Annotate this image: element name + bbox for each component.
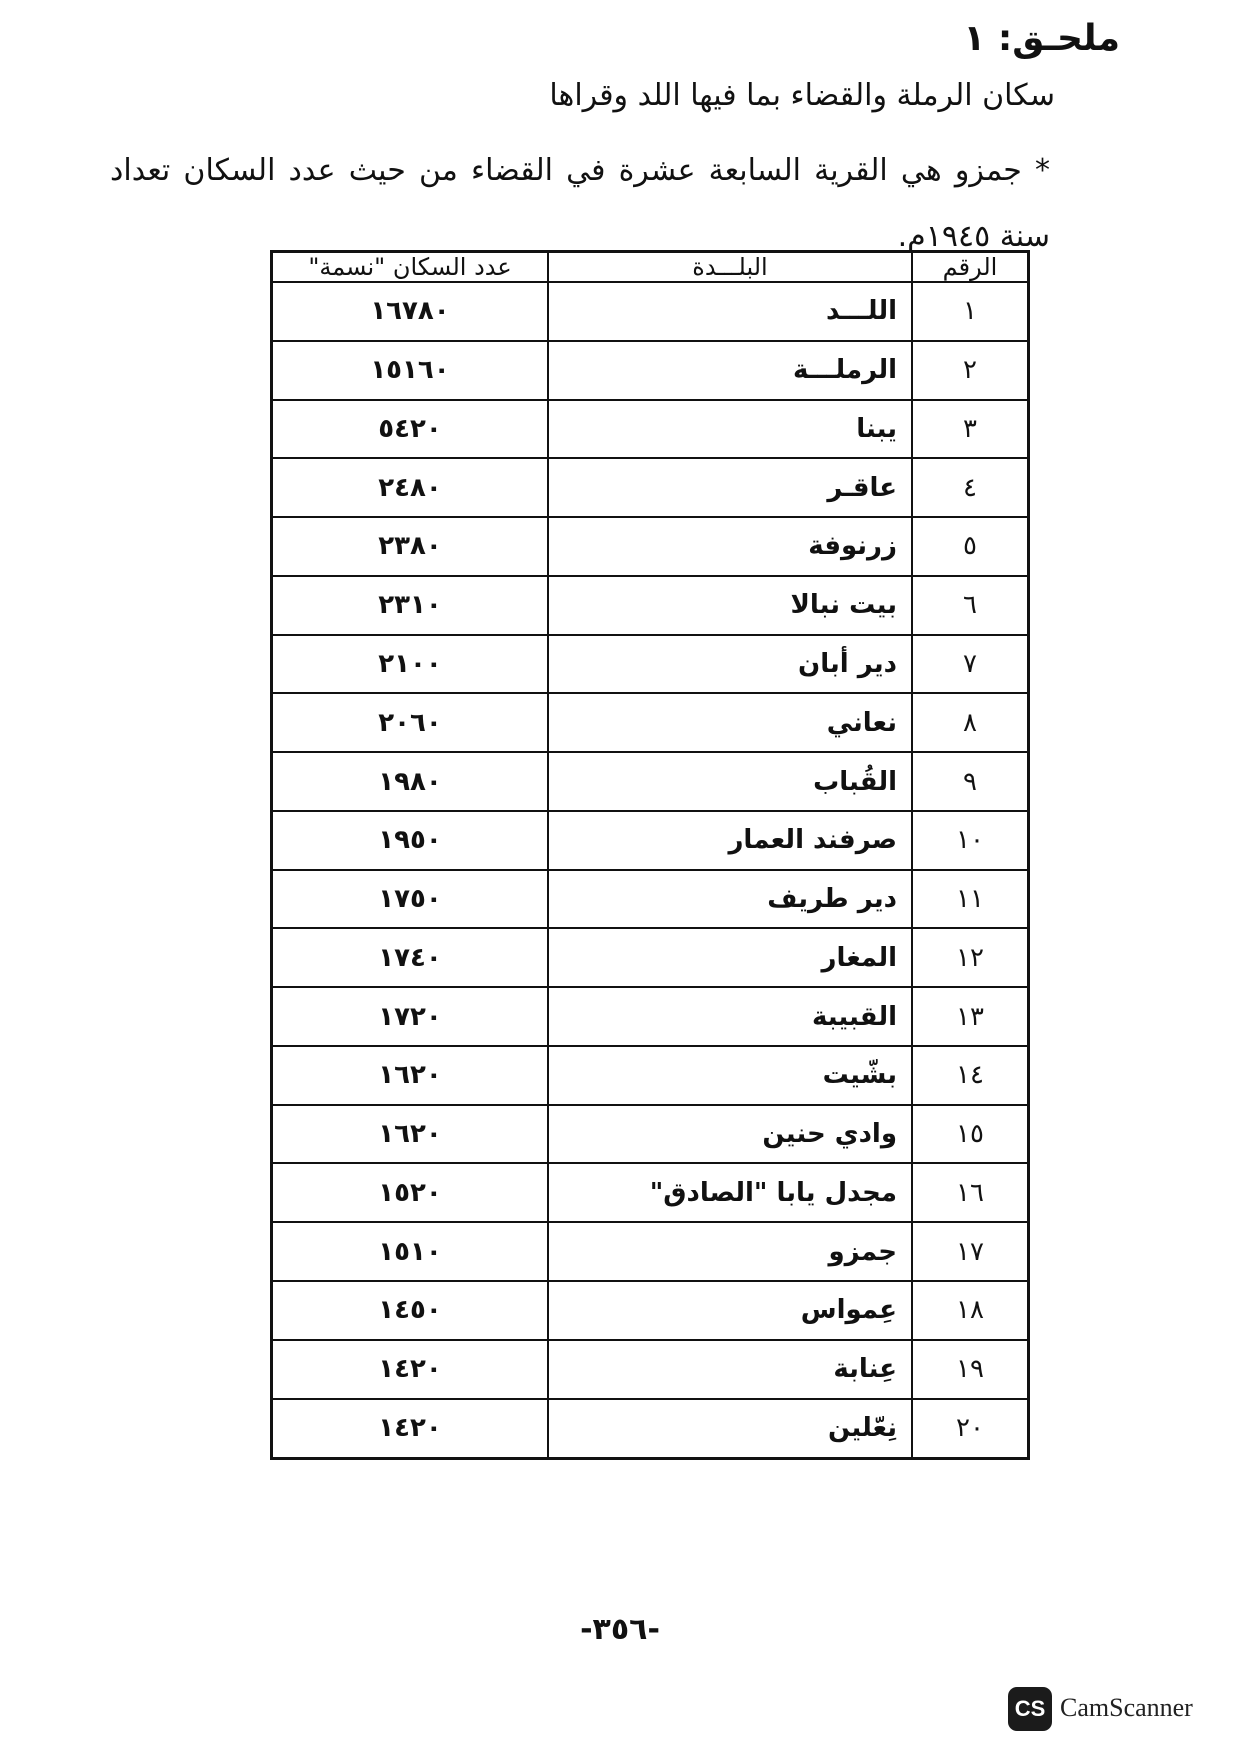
table-row [272,1222,1029,1281]
row-number: ١٠ [912,811,1029,870]
row-town: عاقـر [548,458,912,517]
row-town: المغار [548,928,912,987]
row-town: دير أبان [548,635,912,694]
appendix-heading: ملحـق: ١ [963,18,1120,59]
row-population: ١٥١٦٠ [272,341,549,400]
header-number: الرقم [912,252,1029,283]
camscanner-logo-icon: CS [1008,1687,1052,1731]
page-number: -٣٥٦- [580,1612,660,1647]
row-town: وادي حنين [548,1105,912,1164]
row-population: ١٥١٠ [272,1222,549,1281]
row-town: عِمواس [548,1281,912,1340]
table-header-row [272,252,1029,283]
table-row [272,635,1029,694]
row-number: ١٩ [912,1340,1029,1399]
table-subtitle: سكان الرملة والقضاء بما فيها اللد وقراها [549,78,1055,113]
row-town: بشّيت [548,1046,912,1105]
row-town: دير طريف [548,870,912,929]
row-town: نعاني [548,693,912,752]
table-row [272,1281,1029,1340]
row-population: ١٩٨٠ [272,752,549,811]
row-population: ١٤٢٠ [272,1399,549,1459]
row-number: ٣ [912,400,1029,459]
table-row [272,341,1029,400]
camscanner-watermark: CamScanner [1060,1693,1193,1722]
row-number: ١٢ [912,928,1029,987]
table-row [272,811,1029,870]
table-row [272,693,1029,752]
row-number: ٦ [912,576,1029,635]
row-population: ٢١٠٠ [272,635,549,694]
table-row [272,282,1029,341]
footnote-text: * جمزو هي القرية السابعة عشرة في القضاء من حيث عدد السكان تعداد سنة ١٩٤٥م. [110,153,1050,254]
row-number: ١ [912,282,1029,341]
row-town: القُباب [548,752,912,811]
row-population: ١٦٧٨٠ [272,282,549,341]
row-town: بيت نبالا [548,576,912,635]
row-town: صرفند العمار [548,811,912,870]
table-row [272,517,1029,576]
row-town: مجدل يابا "الصادق" [548,1163,912,1222]
row-number: ١٧ [912,1222,1029,1281]
row-number: ٢ [912,341,1029,400]
row-population: ٢٠٦٠ [272,693,549,752]
row-number: ١٦ [912,1163,1029,1222]
row-population: ١٦٢٠ [272,1046,549,1105]
row-number: ١٣ [912,987,1029,1046]
row-number: ٢٠ [912,1399,1029,1459]
row-town: يبنا [548,400,912,459]
table-row [272,1046,1029,1105]
row-population: ١٧٢٠ [272,987,549,1046]
row-number: ٩ [912,752,1029,811]
row-population: ٢٣٨٠ [272,517,549,576]
row-number: ١٨ [912,1281,1029,1340]
row-town: نِعّلين [548,1399,912,1459]
table-row [272,1399,1029,1459]
row-town: عِنابة [548,1340,912,1399]
row-population: ١٤٢٠ [272,1340,549,1399]
row-population: ١٧٥٠ [272,870,549,929]
row-town: الرملـــة [548,341,912,400]
header-population: عدد السكان "نسمة" [272,252,549,283]
table-row [272,1105,1029,1164]
table-row [272,928,1029,987]
row-population: ١٩٥٠ [272,811,549,870]
row-number: ١٤ [912,1046,1029,1105]
row-population: ١٤٥٠ [272,1281,549,1340]
row-population: ٢٤٨٠ [272,458,549,517]
row-population: ١٦٢٠ [272,1105,549,1164]
table-row [272,576,1029,635]
table-row [272,752,1029,811]
row-town: اللـــد [548,282,912,341]
row-town: جمزو [548,1222,912,1281]
header-town: البلـــدة [548,252,912,283]
row-town: القبيبة [548,987,912,1046]
row-number: ٨ [912,693,1029,752]
row-number: ٥ [912,517,1029,576]
row-population: ٢٣١٠ [272,576,549,635]
row-number: ١٥ [912,1105,1029,1164]
table-row [272,400,1029,459]
row-population: ٥٤٢٠ [272,400,549,459]
table-row [272,1340,1029,1399]
row-number: ٤ [912,458,1029,517]
row-number: ١١ [912,870,1029,929]
table-row [272,987,1029,1046]
population-table [270,250,1030,1460]
row-population: ١٥٢٠ [272,1163,549,1222]
row-population: ١٧٤٠ [272,928,549,987]
table-row [272,458,1029,517]
table-row [272,870,1029,929]
row-number: ٧ [912,635,1029,694]
row-town: زرنوفة [548,517,912,576]
table-row [272,1163,1029,1222]
